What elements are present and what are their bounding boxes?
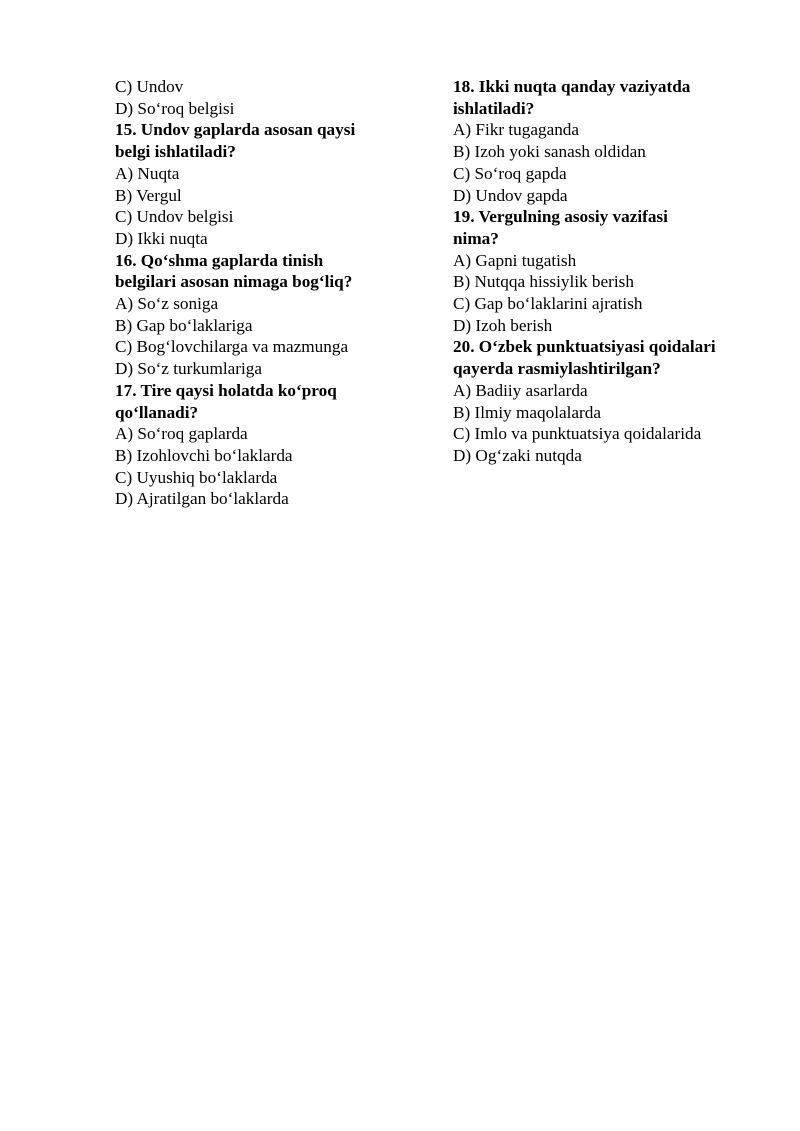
question-line: ishlatiladi? (453, 98, 535, 118)
answer-option: C) Undov belgisi (115, 207, 234, 227)
answer-option: B) Gap bo‘laklariga (115, 315, 253, 335)
answer-option: D) So‘z turkumlariga (115, 359, 263, 379)
question-line: nima? (453, 228, 499, 248)
answer-option: D) Ajratilgan bo‘laklarda (115, 489, 289, 509)
question-line: belgi ishlatiladi? (115, 142, 236, 162)
answer-option: B) Nutqqa hissiylik berish (453, 272, 634, 292)
answer-option: C) Gap bo‘laklarini ajratish (453, 294, 643, 314)
answer-option: A) Nuqta (115, 163, 180, 183)
question-line: belgilari asosan nimaga bog‘liq? (115, 272, 353, 292)
answer-option: D) Og‘zaki nutqda (453, 445, 582, 465)
answer-option: D) Izoh berish (453, 315, 553, 335)
question-line: 18. Ikki nuqta qanday vaziyatda (453, 77, 691, 96)
answer-option: A) So‘z soniga (115, 294, 219, 314)
answer-option: C) Bog‘lovchilarga va mazmunga (115, 337, 349, 357)
answer-option: B) Izoh yoki sanash oldidan (453, 142, 646, 162)
answer-option: B) Izohlovchi bo‘laklarda (115, 445, 293, 465)
answer-option: C) Imlo va punktuatsiya qoidalarida (453, 424, 702, 444)
answer-option: C) So‘roq gapda (453, 163, 567, 183)
question-line: 17. Tire qaysi holatda ko‘proq (115, 380, 337, 400)
answer-option: A) So‘roq gaplarda (115, 424, 248, 444)
answer-option: A) Gapni tugatish (453, 250, 577, 270)
answer-option: D) So‘roq belgisi (115, 98, 235, 118)
question-line: 20. O‘zbek punktuatsiyasi qoidalari (453, 337, 716, 357)
answer-option: C) Uyushiq bo‘laklarda (115, 467, 278, 487)
answer-option: B) Vergul (115, 185, 182, 205)
question-line: 16. Qo‘shma gaplarda tinish (115, 250, 324, 270)
answer-option: B) Ilmiy maqolalarda (453, 402, 601, 422)
answer-option: D) Undov gapda (453, 185, 568, 205)
answer-option: C) Undov (115, 77, 184, 96)
right-column (453, 76, 763, 467)
answer-option: D) Ikki nuqta (115, 228, 208, 248)
question-line: 19. Vergulning asosiy vazifasi (453, 207, 668, 227)
question-line: qo‘llanadi? (115, 402, 199, 422)
question-line: 15. Undov gaplarda asosan qaysi (115, 120, 356, 140)
answer-option: A) Badiiy asarlarda (453, 380, 588, 400)
answer-option: A) Fikr tugaganda (453, 120, 580, 140)
question-line: qayerda rasmiylashtirilgan? (453, 359, 661, 379)
left-column (115, 76, 415, 510)
